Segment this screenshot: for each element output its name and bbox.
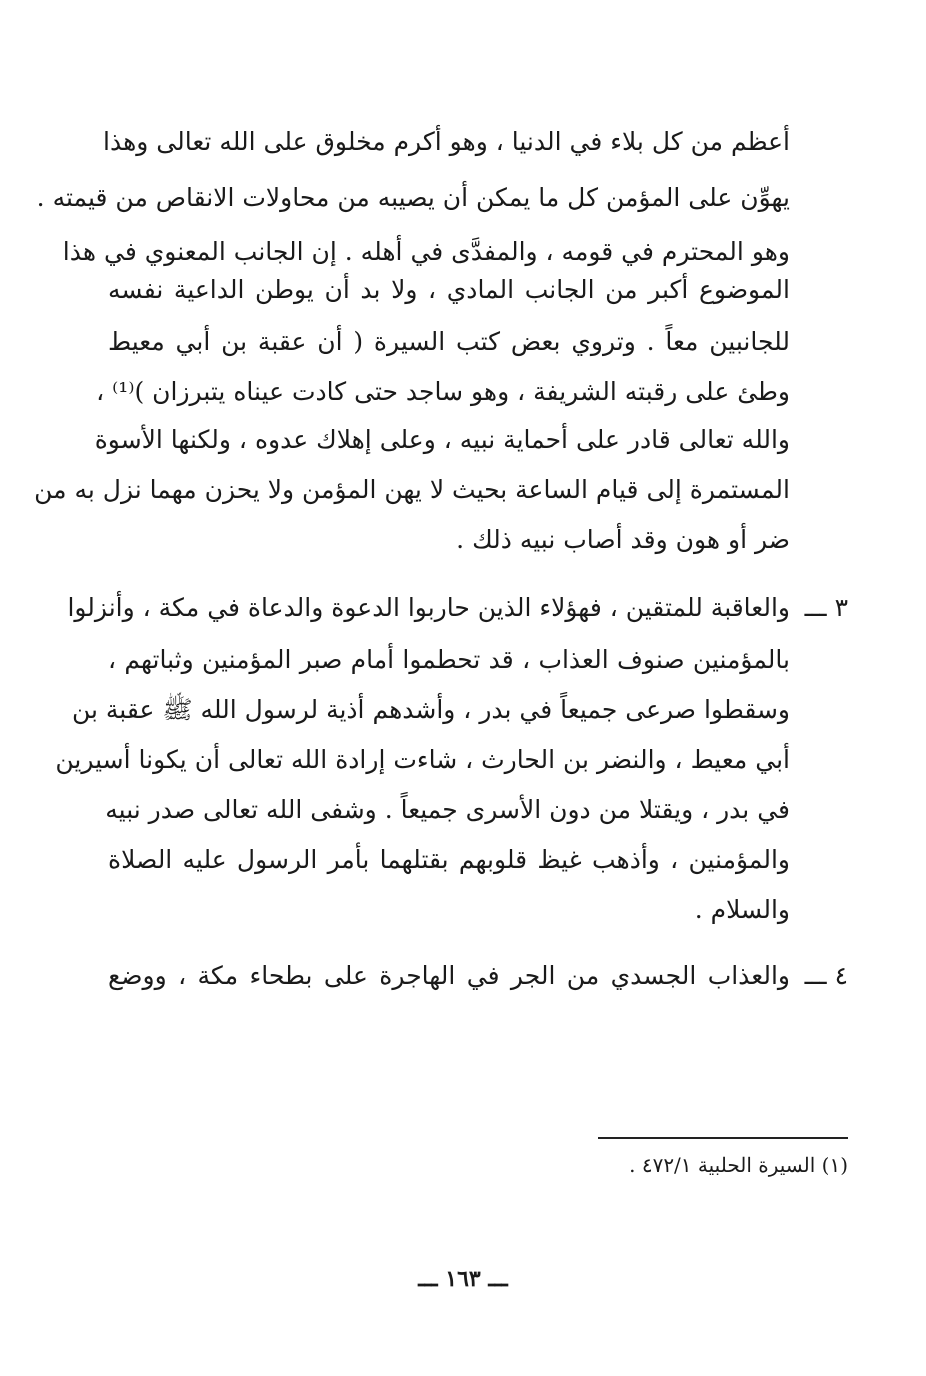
- footnote-separator: [598, 1137, 848, 1139]
- text-line: للجانبين معاً . وتروي بعض كتب السيرة ( أن عقبة بن أبي معيط: [108, 327, 790, 356]
- text-line: المستمرة إلى قيام الساعة بحيث لا يهن المؤمن ولا يحزن مهما نزل به من: [34, 475, 790, 504]
- text-line: الموضوع أكبر من الجانب المادي ، ولا بد أن يوطن الداعية نفسه: [108, 275, 790, 304]
- text-line: أعظم من كل بلاء في الدنيا ، وهو أكرم مخلوق على الله تعالى وهذا: [103, 127, 790, 156]
- text-line: في بدر ، ويقتلا من دون الأسرى جميعاً . وشفى الله تعالى صدر نبيه: [105, 795, 790, 824]
- text-line: والعذاب الجسدي من الجر في الهاجرة على بطحاء مكة ، ووضع: [108, 961, 790, 990]
- text-line: ضر أو هون وقد أصاب نبيه ذلك .: [456, 525, 790, 554]
- page-number: ـــ ١٦٣ ـــ: [418, 1266, 508, 1292]
- text-line: والله تعالى قادر على أحماية نبيه ، وعلى إهلاك عدوه ، ولكنها الأسوة: [94, 425, 790, 454]
- footnote: (١) السيرة الحلبية ٤٧٢/١ .: [629, 1153, 848, 1177]
- text-line: وهو المحترم في قومه ، والمفدَّى في أهله . إن الجانب المعنوي في هذا: [62, 237, 790, 266]
- text-line: يهوِّن على المؤمن كل ما يمكن أن يصيبه من محاولات الانقاص من قيمته .: [36, 183, 790, 212]
- text-line: وسقطوا صرعى جميعاً في بدر ، وأشدهم أذية لرسول الله ﷺ عقبة بن: [71, 695, 790, 724]
- text-line: بالمؤمنين صنوف العذاب ، قد تحطموا أمام صبر المؤمنين وثباتهم ،: [108, 645, 790, 674]
- item-number: ٤ ـــ: [804, 961, 848, 990]
- item-number: ٣ ـــ: [804, 593, 848, 622]
- text-line: أبي معيط ، والنضر بن الحارث ، شاءت إرادة الله تعالى أن يكونا أسيرين: [55, 745, 790, 774]
- text-line: وطئ على رقبته الشريفة ، وهو ساجد حتى كادت عيناه يتبرزان )⁽¹⁾ ،: [96, 377, 790, 406]
- text-line: والعاقبة للمتقين ، فهؤلاء الذين حاربوا الدعوة والدعاة في مكة ، وأنزلوا: [67, 593, 790, 622]
- text-line: والمؤمنين ، وأذهب غيظ قلوبهم بقتلهما بأمر الرسول عليه الصلاة: [108, 845, 790, 874]
- text-line: والسلام .: [694, 895, 790, 924]
